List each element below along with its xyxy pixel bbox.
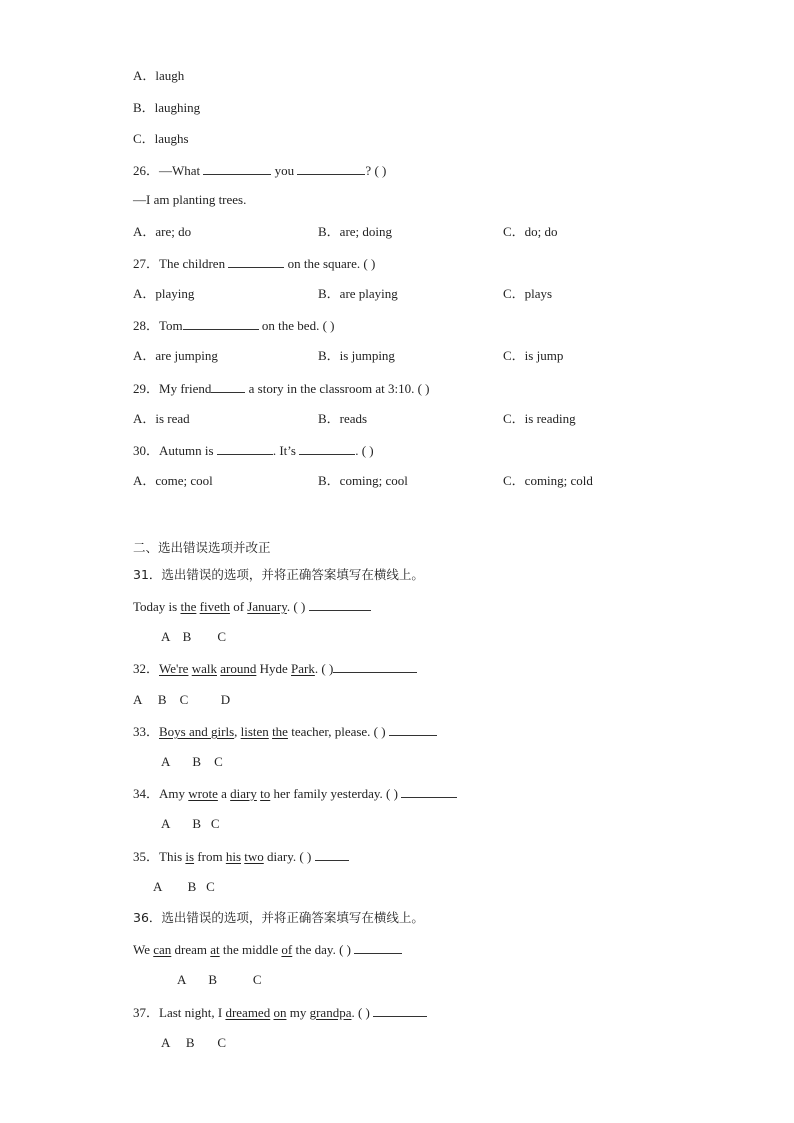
question-number: 35． — [133, 849, 160, 864]
option-b-word: at — [210, 942, 220, 957]
option-a-word: dreamed — [225, 1005, 271, 1020]
q37-option-letters: A B C — [161, 1035, 227, 1050]
option-c-word: January — [247, 599, 287, 614]
option-a-word: Boys and girls — [159, 724, 235, 739]
option-a-word: is — [185, 849, 195, 864]
question-number: 30． — [133, 443, 160, 458]
q26-answer-line: —I am planting trees. — [133, 192, 247, 207]
question-number: 28． — [133, 318, 160, 333]
option-c-word: the — [272, 724, 288, 739]
option-b-word: diary — [230, 786, 257, 801]
q28-option-c: C．is jump — [503, 348, 564, 363]
q30-option-b: B．coming; cool — [318, 473, 408, 488]
q25-option-c: C．laughs — [133, 131, 189, 146]
option-c-word: grandpa — [309, 1005, 352, 1020]
q35-option-letters: A B C — [153, 879, 215, 894]
option-d-word: Park — [291, 661, 315, 676]
answer-blank[interactable] — [373, 1004, 427, 1017]
answer-blank[interactable] — [228, 255, 284, 268]
option-c-word: two — [244, 849, 264, 864]
option-a-word: We're — [159, 661, 189, 676]
q32-option-letters: A B C D — [133, 692, 231, 707]
question-number: 26． — [133, 163, 160, 178]
question-33: 33．Boys and girls, listen the teacher, please. ( ) — [133, 723, 437, 740]
question-26: 26．—What you ? ( ) — [133, 163, 387, 178]
answer-blank[interactable] — [183, 317, 259, 330]
q25-option-a: A．laugh — [133, 68, 185, 83]
q28-option-a: A．are jumping — [133, 348, 218, 363]
q27-option-b: B．are playing — [318, 286, 398, 301]
question-37: 37．Last night, I dreamed on my grandpa. ( ) — [133, 1004, 427, 1021]
answer-blank[interactable] — [203, 162, 271, 175]
option-a-word: the — [180, 599, 197, 614]
option-c-word: of — [281, 942, 293, 957]
q30-option-a: A．come; cool — [133, 473, 213, 488]
q26-option-c: C．do; do — [503, 224, 558, 239]
answer-blank[interactable] — [333, 660, 417, 673]
q36-instruction: 36．选出错误的选项，并将正确答案填写在横线上。 — [133, 910, 424, 925]
q26-option-a: A．are; do — [133, 224, 192, 239]
q26-option-b: B．are; doing — [318, 224, 393, 239]
option-b-word: his — [225, 849, 242, 864]
answer-blank[interactable] — [211, 380, 245, 393]
option-a-word: can — [153, 942, 172, 957]
question-34: 34．Amy wrote a diary to her family yesterday. ( ) — [133, 785, 457, 802]
option-c-word: around — [220, 661, 257, 676]
answer-blank[interactable] — [297, 162, 365, 175]
question-30: 30．Autumn is . It’s . ( ) — [133, 443, 374, 458]
q36-option-letters: A B C — [177, 972, 262, 987]
answer-blank[interactable] — [354, 941, 402, 954]
question-35: 35．This is from his two diary. ( ) — [133, 848, 349, 865]
question-number: 33． — [133, 724, 160, 739]
question-29: 29．My friend a story in the classroom at 3:10. ( ) — [133, 381, 430, 396]
option-b-word: fiveth — [199, 599, 230, 614]
question-number: 34． — [133, 786, 160, 801]
question-32: 32．We're walk around Hyde Park. ( ) — [133, 660, 417, 677]
q25-option-b: B．laughing — [133, 100, 201, 115]
q27-option-c: C．plays — [503, 286, 553, 301]
q31-instruction: 31．选出错误的选项，并将正确答案填写在横线上。 — [133, 567, 424, 582]
question-number: 32． — [133, 661, 160, 676]
q27-option-a: A．playing — [133, 286, 195, 301]
section-2-title: 二、选出错误选项并改正 — [133, 540, 271, 555]
q28-option-b: B．is jumping — [318, 348, 395, 363]
answer-blank[interactable] — [309, 598, 371, 611]
q29-option-c: C．is reading — [503, 411, 576, 426]
q29-option-b: B．reads — [318, 411, 368, 426]
answer-blank[interactable] — [217, 442, 273, 455]
option-b-word: on — [273, 1005, 287, 1020]
answer-blank[interactable] — [299, 442, 355, 455]
question-number: 29． — [133, 381, 160, 396]
q34-option-letters: A B C — [161, 816, 220, 831]
question-number: 27． — [133, 256, 160, 271]
question-27: 27．The children on the square. ( ) — [133, 256, 376, 271]
option-b-word: listen — [240, 724, 269, 739]
q31-option-letters: A B C — [161, 629, 227, 644]
q36-sentence: We can dream at the middle of the day. ( ) — [133, 941, 402, 958]
option-c-word: to — [260, 786, 271, 801]
option-b-word: walk — [191, 661, 217, 676]
q30-option-c: C．coming; cold — [503, 473, 593, 488]
q33-option-letters: A B C — [161, 754, 223, 769]
option-a-word: wrote — [188, 786, 218, 801]
q31-sentence: Today is the fiveth of January. ( ) — [133, 598, 371, 615]
question-28: 28．Tom on the bed. ( ) — [133, 318, 335, 333]
q29-option-a: A．is read — [133, 411, 190, 426]
answer-blank[interactable] — [389, 723, 437, 736]
answer-blank[interactable] — [315, 848, 349, 861]
question-number: 37． — [133, 1005, 160, 1020]
answer-blank[interactable] — [401, 785, 457, 798]
